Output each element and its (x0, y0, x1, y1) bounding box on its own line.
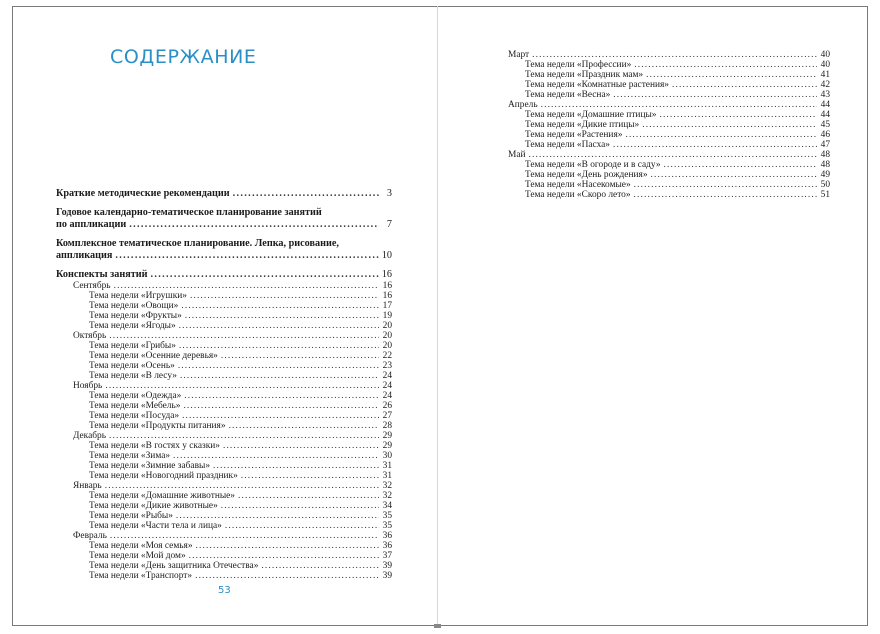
toc-section (56, 269, 392, 281)
toc-month-row[interactable] (56, 281, 392, 291)
dot-leader (189, 551, 379, 561)
dot-leader (129, 219, 379, 231)
toc-row[interactable] (56, 188, 392, 200)
toc-label: Тема недели «Осенние деревья» (89, 351, 218, 361)
dot-leader (646, 70, 817, 80)
toc-topic-row[interactable] (508, 60, 830, 70)
dot-leader (114, 281, 379, 291)
dot-leader (613, 140, 817, 150)
toc-page: 32 (382, 481, 392, 491)
toc-page: 31 (382, 471, 392, 481)
toc-topic-row[interactable] (56, 541, 392, 551)
toc-label: Тема недели «В лесу» (89, 371, 177, 381)
toc-topic-row[interactable] (56, 371, 392, 381)
dot-leader (241, 471, 379, 481)
toc-label: Тема недели «Зимние забавы» (89, 461, 211, 471)
toc-month-row[interactable] (56, 331, 392, 341)
dot-leader (105, 381, 379, 391)
toc-topic-row[interactable] (56, 421, 392, 431)
dot-leader (109, 431, 379, 441)
toc-topic-row[interactable] (508, 170, 830, 180)
toc-topic-row[interactable] (56, 521, 392, 531)
toc-label: Тема недели «Пасха» (525, 140, 610, 150)
dot-leader (221, 501, 379, 511)
toc-topic-row[interactable] (56, 491, 392, 501)
toc-page: 29 (382, 441, 392, 451)
toc-section (56, 188, 392, 200)
dot-leader (179, 321, 379, 331)
toc-topic-row[interactable] (508, 90, 830, 100)
toc-label: Тема недели «Одежда» (89, 391, 182, 401)
toc-label: Тема недели «Новогодний праздник» (89, 471, 238, 481)
toc-page: 45 (820, 120, 830, 130)
toc-label: Октябрь (73, 331, 107, 341)
toc-page: 23 (382, 361, 392, 371)
toc-label: Январь (73, 481, 102, 491)
toc-label: Тема недели «Транспорт» (89, 571, 193, 581)
toc-page: 39 (382, 561, 392, 571)
toc-topic-row[interactable] (508, 160, 830, 170)
toc-label: Конспекты занятий (56, 269, 148, 280)
toc-topic-row[interactable] (508, 180, 830, 190)
page-number: 53 (218, 585, 231, 596)
toc-page: 16 (382, 281, 392, 291)
toc-topic-row[interactable] (56, 321, 392, 331)
toc-topic-row[interactable] (56, 361, 392, 371)
toc-label: Тема недели «Насекомые» (525, 180, 631, 190)
toc-month-row[interactable] (508, 100, 830, 110)
toc-page: 42 (820, 80, 830, 90)
page-fold (437, 6, 438, 626)
toc-label: Тема недели «В огороде и в саду» (525, 160, 661, 170)
toc-label: Тема недели «Скоро лето» (525, 190, 631, 200)
dot-leader (261, 561, 379, 571)
toc-topic-row[interactable] (56, 341, 392, 351)
dot-leader (190, 291, 379, 301)
dot-leader (529, 150, 817, 160)
dot-leader (238, 491, 379, 501)
toc-label-line: Годовое календарно-тематическое планирование занятий (56, 207, 322, 218)
toc-label-line: Комплексное тематическое планирование. Лепка, рисование, (56, 238, 339, 249)
toc-label: Тема недели «День рождения» (525, 170, 648, 180)
dot-leader (179, 341, 379, 351)
toc-page: 30 (382, 451, 392, 461)
toc-topic-row[interactable] (508, 80, 830, 90)
toc-label: Тема недели «Мебель» (89, 401, 181, 411)
dot-leader (233, 188, 379, 200)
toc-page: 35 (382, 511, 392, 521)
dot-leader (109, 331, 379, 341)
toc-page: 44 (820, 110, 830, 120)
toc-label: Тема недели «Домашние птицы» (525, 110, 657, 120)
toc-page: 26 (382, 401, 392, 411)
dot-leader (181, 301, 379, 311)
toc-label: Тема недели «Дикие животные» (89, 501, 218, 511)
toc-label: Тема недели «Продукты питания» (89, 421, 226, 431)
toc-month-row[interactable] (56, 381, 392, 391)
toc-label: Тема недели «Фрукты» (89, 311, 182, 321)
toc-label: Тема недели «Игрушки» (89, 291, 187, 301)
toc-month-row[interactable] (56, 531, 392, 541)
toc-row[interactable] (56, 219, 392, 231)
toc-page: 40 (820, 60, 830, 70)
toc-label: Тема недели «Мой дом» (89, 551, 186, 561)
toc-label: Тема недели «Растения» (525, 130, 623, 140)
toc-page: 29 (382, 431, 392, 441)
toc-page: 37 (382, 551, 392, 561)
toc-row[interactable] (56, 269, 392, 281)
toc-label: Май (508, 150, 526, 160)
toc-page: 19 (382, 311, 392, 321)
toc-label: Тема недели «День защитника Отечества» (89, 561, 259, 571)
toc-label: Тема недели «Зима» (89, 451, 171, 461)
dot-leader (672, 80, 817, 90)
dot-leader (625, 130, 817, 140)
dot-leader (634, 190, 817, 200)
dot-leader (532, 50, 817, 60)
toc-page: 36 (382, 531, 392, 541)
dot-leader (664, 160, 817, 170)
dot-leader (195, 571, 379, 581)
dot-leader (105, 481, 379, 491)
toc-page: 10 (381, 250, 392, 261)
toc-topic-row[interactable] (56, 411, 392, 421)
toc-month-row[interactable] (508, 50, 830, 60)
toc-page: 20 (382, 341, 392, 351)
toc-label: Краткие методические рекомендации (56, 188, 230, 199)
toc-page: 40 (820, 50, 830, 60)
toc-page: 3 (386, 188, 392, 199)
dot-leader (110, 531, 379, 541)
toc-page: 31 (382, 461, 392, 471)
toc-topic-row[interactable] (56, 391, 392, 401)
dot-leader (634, 60, 817, 70)
toc-page: 44 (820, 100, 830, 110)
toc-month-row[interactable] (508, 150, 830, 160)
toc-right-column (508, 50, 830, 200)
toc-page: 35 (382, 521, 392, 531)
toc-label: Тема недели «Профессии» (525, 60, 632, 70)
dot-leader (221, 351, 379, 361)
toc-label: Апрель (508, 100, 538, 110)
toc-page: 28 (382, 421, 392, 431)
toc-label: Сентябрь (73, 281, 111, 291)
toc-topic-row[interactable] (56, 561, 392, 571)
dot-leader (173, 451, 379, 461)
toc-left-list (56, 281, 392, 581)
toc-month-row[interactable] (56, 481, 392, 491)
toc-page: 24 (382, 381, 392, 391)
toc-month-row[interactable] (56, 431, 392, 441)
toc-topic-row[interactable] (508, 140, 830, 150)
toc-page: 47 (820, 140, 830, 150)
toc-section (56, 238, 392, 262)
toc-page: 36 (382, 541, 392, 551)
dot-leader (642, 120, 817, 130)
toc-topic-row[interactable] (56, 401, 392, 411)
toc-topic-row[interactable] (56, 511, 392, 521)
toc-topic-row[interactable] (508, 190, 830, 200)
toc-label: Февраль (73, 531, 107, 541)
toc-topic-row[interactable] (56, 311, 392, 321)
toc-page: 20 (382, 321, 392, 331)
toc-section (56, 207, 392, 231)
toc-page: 43 (820, 90, 830, 100)
toc-label: аппликация (56, 250, 113, 261)
toc-page: 16 (381, 269, 392, 280)
dot-leader (613, 90, 817, 100)
toc-topic-row[interactable] (56, 291, 392, 301)
toc-page: 48 (820, 150, 830, 160)
dot-leader (178, 361, 379, 371)
toc-label: Декабрь (73, 431, 106, 441)
dot-leader (182, 411, 379, 421)
toc-topic-row[interactable] (56, 551, 392, 561)
toc-label: Тема недели «Части тела и лица» (89, 521, 222, 531)
dot-leader (659, 110, 817, 120)
toc-page: 24 (382, 391, 392, 401)
toc-topic-row[interactable] (508, 110, 830, 120)
toc-label: Тема недели «Овощи» (89, 301, 179, 311)
toc-page: 50 (820, 180, 830, 190)
dot-leader (184, 391, 379, 401)
toc-page: 20 (382, 331, 392, 341)
toc-label: Тема недели «Весна» (525, 90, 611, 100)
toc-left-column (56, 188, 392, 581)
toc-topic-row[interactable] (56, 351, 392, 361)
toc-label: Тема недели «Ягоды» (89, 321, 176, 331)
toc-label: Тема недели «Грибы» (89, 341, 176, 351)
toc-topic-row[interactable] (56, 461, 392, 471)
dot-leader (185, 311, 379, 321)
toc-label: по аппликации (56, 219, 127, 230)
toc-label: Март (508, 50, 530, 60)
toc-label: Тема недели «Комнатные растения» (525, 80, 669, 90)
dot-leader (180, 371, 379, 381)
dot-leader (223, 441, 379, 451)
toc-topic-row[interactable] (56, 441, 392, 451)
dot-leader (176, 511, 379, 521)
toc-topic-row[interactable] (56, 501, 392, 511)
dot-leader (213, 461, 379, 471)
toc-topic-row[interactable] (508, 70, 830, 80)
toc-label: Тема недели «Праздник мам» (525, 70, 644, 80)
toc-page: 49 (820, 170, 830, 180)
toc-topic-row[interactable] (56, 471, 392, 481)
dot-leader (225, 521, 379, 531)
toc-label: Тема недели «Посуда» (89, 411, 180, 421)
dot-leader (541, 100, 817, 110)
toc-page: 17 (382, 301, 392, 311)
toc-label: Тема недели «Дикие птицы» (525, 120, 640, 130)
toc-page: 24 (382, 371, 392, 381)
toc-topic-row[interactable] (56, 451, 392, 461)
toc-page: 46 (820, 130, 830, 140)
dot-leader (651, 170, 817, 180)
toc-page: 16 (382, 291, 392, 301)
dot-leader (183, 401, 379, 411)
toc-page: 39 (382, 571, 392, 581)
toc-page: 48 (820, 160, 830, 170)
dot-leader (196, 541, 379, 551)
toc-row[interactable] (56, 250, 392, 262)
dot-leader (115, 250, 378, 262)
toc-page: 32 (382, 491, 392, 501)
toc-label: Тема недели «Домашние животные» (89, 491, 235, 501)
toc-label: Тема недели «Осень» (89, 361, 175, 371)
toc-page: 7 (386, 219, 392, 230)
dot-leader (150, 269, 378, 281)
toc-label: Ноябрь (73, 381, 103, 391)
toc-label: Тема недели «Моя семья» (89, 541, 193, 551)
toc-topic-row[interactable] (508, 130, 830, 140)
toc-page: 22 (382, 351, 392, 361)
toc-label: Тема недели «В гостях у сказки» (89, 441, 220, 451)
fold-mark (434, 624, 441, 628)
dot-leader (229, 421, 379, 431)
toc-right-list (508, 50, 830, 200)
toc-page: 27 (382, 411, 392, 421)
toc-topic-row[interactable] (56, 301, 392, 311)
toc-topic-row[interactable] (508, 120, 830, 130)
toc-page: 34 (382, 501, 392, 511)
toc-label: Тема недели «Рыбы» (89, 511, 173, 521)
toc-topic-row[interactable] (56, 571, 392, 581)
page-title: СОДЕРЖАНИЕ (110, 46, 257, 68)
toc-page: 41 (820, 70, 830, 80)
toc-page: 51 (820, 190, 830, 200)
dot-leader (634, 180, 817, 190)
